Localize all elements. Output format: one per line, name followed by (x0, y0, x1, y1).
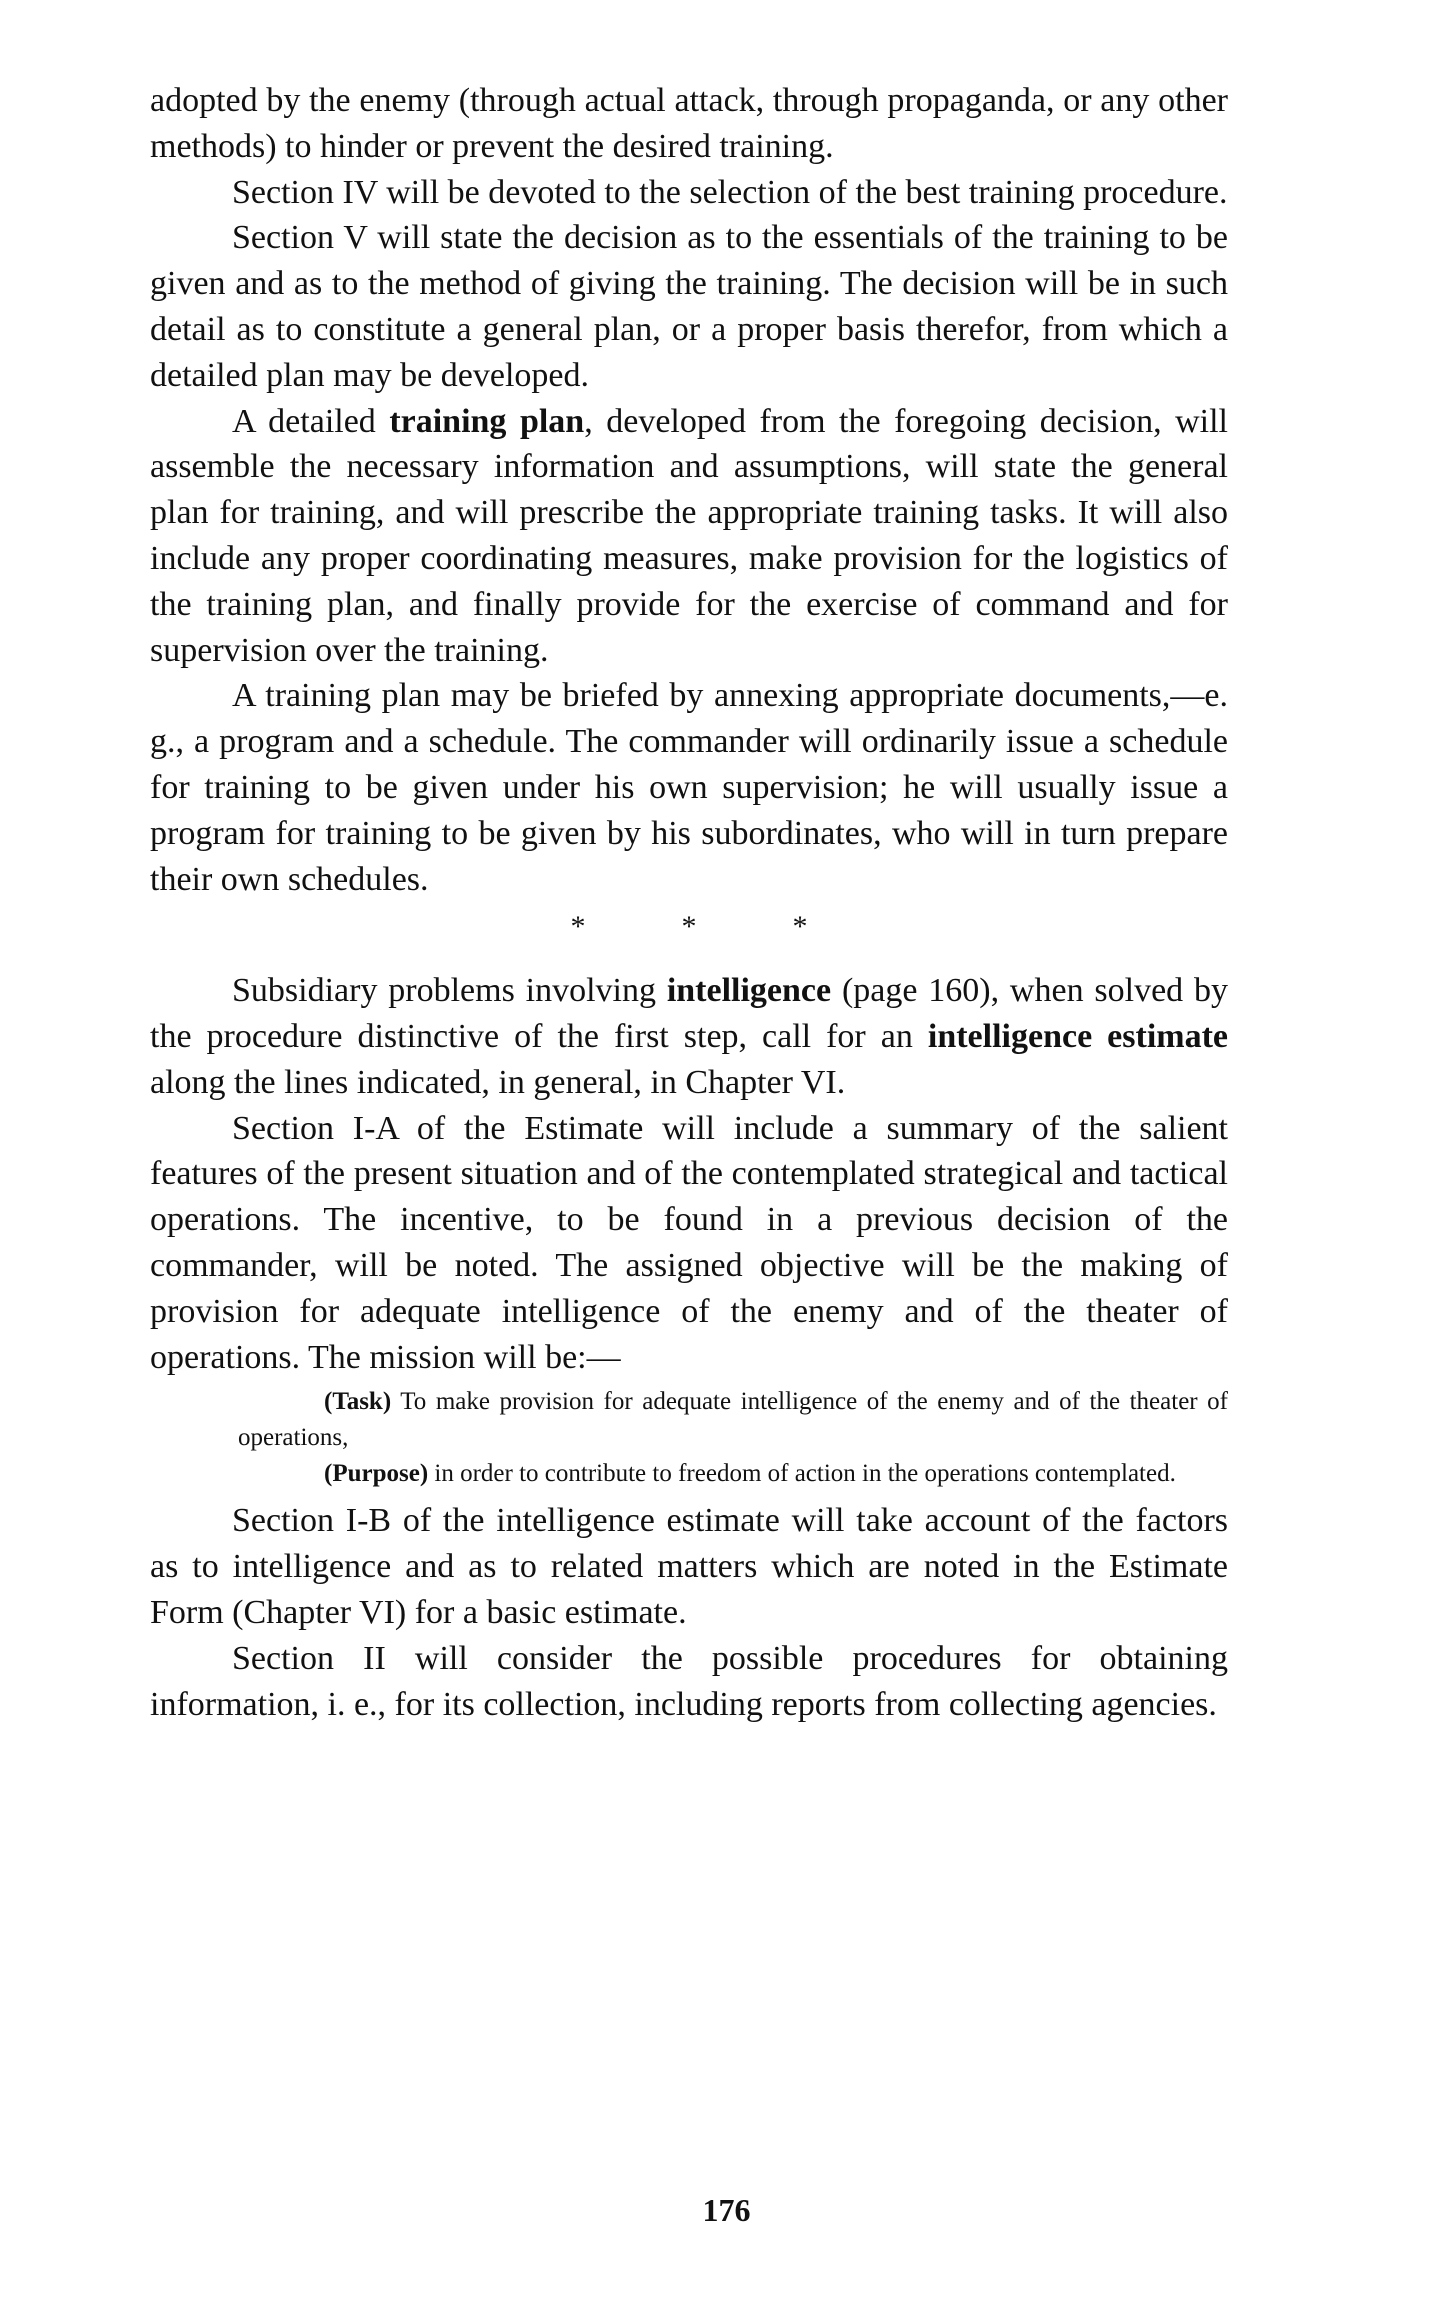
text-block-training (150, 78, 1228, 902)
mission-task-label: (Task) (324, 1388, 392, 1416)
mission-purpose-text: in order to contribute to freedom of action in the operations contemplated. (428, 1460, 1176, 1488)
mission-purpose-label: (Purpose) (324, 1460, 429, 1488)
paragraph-text: adopted by the enemy (through actual attack, through propaganda, or any other methods) to hinder or prevent the desired training. (150, 82, 1228, 165)
paragraph-text: A training plan may be briefed by annexing appropriate documents,—e. g., a program and a schedule. The commander will ordinarily issue a schedule for training to be given under his own supervision; he will usually issue a program for training to be given by his subordinates, who will in turn prepare their own schedules. (150, 677, 1228, 898)
paragraph-text: Section IV will be devoted to the selection of the best training procedure. (232, 173, 1228, 211)
mission-statement (150, 1384, 1228, 1492)
paragraph-text: Section II will consider the possible procedures for obtaining information, i. e., for its collection, including reports from collecting agencies. (150, 1639, 1228, 1723)
paragraph-text: , developed from the foregoing decision, will assemble the necessary information and assumptions, will state the general plan for training, and will prescribe the appropriate training tasks. It will also include any proper coordinating measures, make provision for the logistics of the training plan, and finally provide for the exercise of command and for supervision over the training. (150, 402, 1228, 669)
page-number: 176 (702, 2192, 751, 2228)
paragraph (150, 1636, 1228, 1728)
text-block-sections (150, 1498, 1228, 1727)
paragraph (150, 399, 1228, 674)
bold-term: training plan (389, 402, 585, 440)
paragraph-text: A detailed (232, 402, 390, 440)
separator-asterisk: * (570, 910, 586, 944)
paragraph-text: (page 160), when solved by the procedure distinctive of the first step, call for an (150, 972, 1228, 1055)
paragraph-text: along the lines indicated, in general, in Chapter VI. (150, 1063, 846, 1101)
section-separator (150, 904, 1228, 950)
paragraph (150, 170, 1228, 216)
bold-term: intelligence (666, 972, 832, 1010)
paragraph-text: Section I-B of the intelligence estimate will take account of the factors as to intelligence and as to related matters which are noted in the Estimate Form (Chapter VI) for a basic estimate. (150, 1502, 1228, 1631)
mission-task (150, 1384, 1228, 1456)
paragraph-text: Subsidiary problems involving (232, 972, 667, 1010)
page-body (150, 78, 1228, 1727)
mission-task-text: To make provision for adequate intelligence of the enemy and of the theater of operations, (238, 1388, 1228, 1452)
separator-asterisk: * (792, 910, 808, 944)
text-block-intelligence (150, 968, 1228, 1380)
paragraph (150, 215, 1228, 398)
paragraph-text: Section V will state the decision as to the essentials of the training to be given and as to the method of giving the training. The decision will be in such detail as to constitute a general plan, or a proper basis therefor, from which a detailed plan may be developed. (150, 219, 1228, 394)
paragraph (150, 1106, 1228, 1381)
paragraph (150, 1498, 1228, 1635)
paragraph (150, 968, 1228, 1105)
paragraph (150, 673, 1228, 902)
mission-purpose (150, 1456, 1228, 1492)
paragraph (150, 78, 1228, 170)
bold-term: intelligence estimate (927, 1017, 1228, 1055)
separator-asterisk: * (681, 910, 697, 944)
paragraph-text: Section I-A of the Estimate will include a summary of the salient features of the present situation and of the contemplated strategical and tactical operations. The incentive, to be found in a previous decision of the commander, will be noted. The assigned objective will be the making of provision for adequate intelligence of the enemy and of the theater of operations. The mission will be:— (150, 1109, 1228, 1376)
